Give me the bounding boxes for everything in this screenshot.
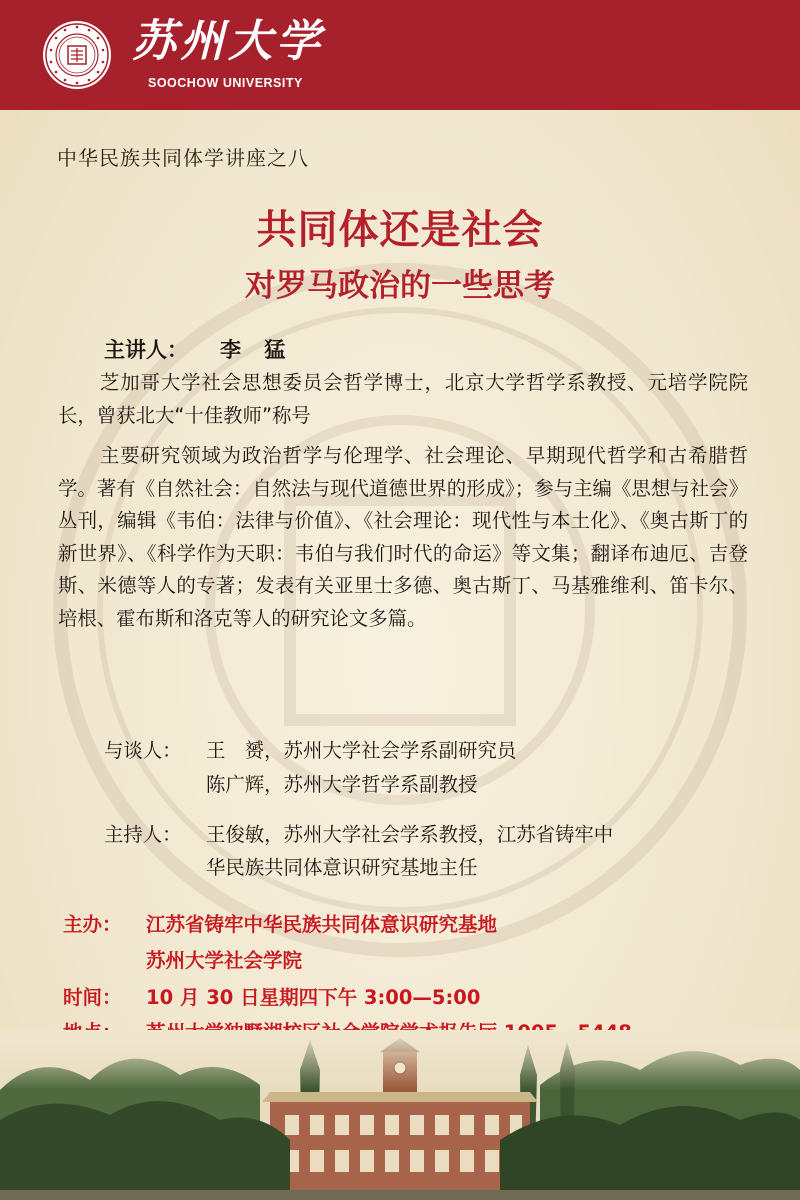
lecture-title: 共同体还是社会 — [256, 207, 544, 253]
brand-name-cn: 苏州大学 — [132, 16, 324, 67]
host-line: 王俊敏，苏州大学社会学系教授，江苏省铸牢中 — [206, 823, 614, 846]
lecture-series: 中华民族共同体学讲座之八 — [57, 146, 309, 170]
organizer-item: 苏州大学社会学院 — [146, 949, 303, 972]
speaker-name: 李 猛 — [220, 338, 294, 362]
speaker-label: 主讲人： — [104, 338, 188, 362]
lecture-subtitle: 对罗马政治的一些思考 — [245, 268, 555, 304]
campus-building-image — [0, 1030, 800, 1200]
event-time: 10 月 30 日星期四下午 3:00—5:00 — [146, 986, 481, 1009]
host-line: 华民族共同体意识研究基地主任 — [206, 856, 478, 879]
host-label: 主持人： — [104, 823, 182, 846]
discussant-item: 陈广辉，苏州大学哲学系副教授 — [206, 773, 478, 796]
organizer-item: 江苏省铸牢中华民族共同体意识研究基地 — [146, 913, 498, 936]
speaker-research: 主要研究领域为政治哲学与伦理学、社会理论、早期现代哲学和古希腊哲学。著有《自然社会：自然法与现代道德世界的形成》；参与主编《思想与社会》丛刊，编辑《韦伯：法律与价值》、《社会理论：现代性与本土化》、《奥古斯丁的新世界》、《科学作为天职：韦伯与我们时代的命运》等文集；翻译布迪厄、吉登斯、米德等人的专著；发表有关亚里士多德、奥古斯丁、马基雅维利、笛卡尔、培根、霍布斯和洛克等人的研究论文多篇。 — [58, 444, 748, 630]
organizer-label: 主办： — [63, 913, 122, 936]
brand-name-en: SOOCHOW UNIVERSITY — [148, 76, 303, 90]
header-band — [0, 0, 800, 110]
discussants-label: 与谈人： — [104, 739, 182, 762]
university-seal-icon — [42, 20, 112, 90]
time-label: 时间： — [63, 986, 122, 1009]
discussant-item: 王 赟，苏州大学社会学系副研究员 — [206, 739, 517, 762]
speaker-bio: 芝加哥大学社会思想委员会哲学博士，北京大学哲学系教授、元培学院院长，曾获北大“十佳教师”称号 — [58, 371, 748, 427]
